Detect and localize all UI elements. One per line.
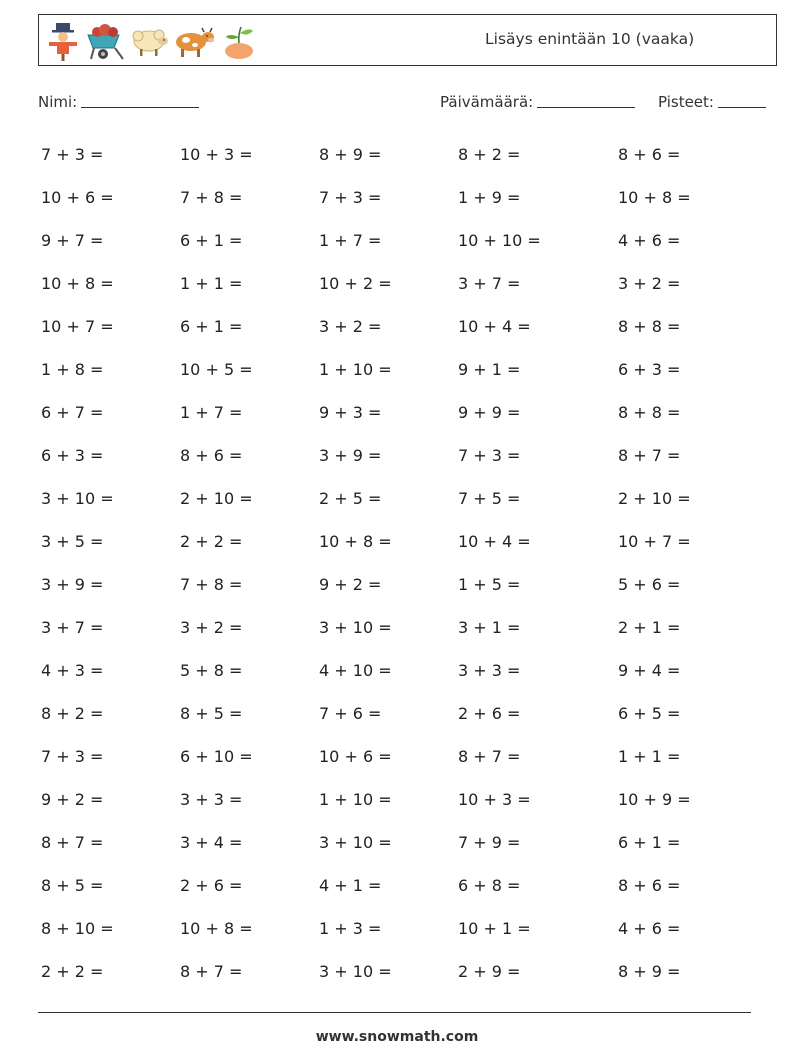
problem-item: 8 + 7 = — [458, 747, 521, 766]
problem-item: 4 + 6 = — [618, 919, 681, 938]
problem-item: 3 + 10 = — [319, 962, 392, 981]
problem-item: 10 + 6 = — [319, 747, 392, 766]
problem-item: 7 + 9 = — [458, 833, 521, 852]
problem-item: 2 + 2 = — [180, 532, 243, 551]
problem-item: 3 + 7 = — [41, 618, 104, 637]
problem-item: 3 + 4 = — [180, 833, 243, 852]
problem-item: 6 + 3 = — [41, 446, 104, 465]
problem-item: 8 + 7 = — [618, 446, 681, 465]
worksheet-header — [38, 14, 777, 66]
problem-item: 8 + 10 = — [41, 919, 114, 938]
problem-item: 8 + 6 = — [180, 446, 243, 465]
problem-item: 6 + 8 = — [458, 876, 521, 895]
problem-item: 10 + 6 = — [41, 188, 114, 207]
problem-item: 3 + 9 = — [319, 446, 382, 465]
problem-item: 10 + 7 = — [41, 317, 114, 336]
score-label: Pisteet: — [658, 93, 714, 111]
problem-item: 3 + 5 = — [41, 532, 104, 551]
problem-item: 10 + 4 = — [458, 532, 531, 551]
problem-item: 8 + 6 = — [618, 876, 681, 895]
problem-item: 3 + 3 = — [458, 661, 521, 680]
problem-item: 9 + 1 = — [458, 360, 521, 379]
scarecrow-icon — [45, 21, 81, 61]
problem-item: 2 + 9 = — [458, 962, 521, 981]
problem-item: 6 + 1 = — [180, 317, 243, 336]
worksheet-title: Lisäys enintään 10 (vaaka) — [485, 30, 695, 48]
date-label: Päivämäärä: — [440, 93, 534, 111]
problem-item: 3 + 10 = — [41, 489, 114, 508]
problem-item: 9 + 2 = — [41, 790, 104, 809]
problem-item: 7 + 3 = — [41, 747, 104, 766]
problem-item: 9 + 7 = — [41, 231, 104, 250]
sheep-icon — [129, 21, 169, 61]
problem-item: 5 + 6 = — [618, 575, 681, 594]
header-icons — [45, 21, 259, 61]
problem-item: 8 + 8 = — [618, 317, 681, 336]
problem-item: 3 + 1 = — [458, 618, 521, 637]
problem-item: 10 + 5 = — [180, 360, 253, 379]
problem-item: 3 + 2 = — [618, 274, 681, 293]
problem-item: 7 + 3 = — [458, 446, 521, 465]
date-field[interactable] — [440, 93, 635, 111]
problem-item: 10 + 8 = — [41, 274, 114, 293]
problem-item: 8 + 5 = — [41, 876, 104, 895]
problem-item: 1 + 1 = — [618, 747, 681, 766]
score-field[interactable] — [658, 93, 766, 111]
problem-item: 1 + 1 = — [180, 274, 243, 293]
problem-item: 4 + 3 = — [41, 661, 104, 680]
problem-item: 10 + 8 = — [319, 532, 392, 551]
problem-item: 1 + 5 = — [458, 575, 521, 594]
problem-item: 8 + 7 = — [41, 833, 104, 852]
problem-item: 4 + 1 = — [319, 876, 382, 895]
problem-item: 8 + 8 = — [618, 403, 681, 422]
problem-item: 7 + 8 = — [180, 188, 243, 207]
problem-item: 1 + 8 = — [41, 360, 104, 379]
problem-item: 2 + 10 = — [618, 489, 691, 508]
problem-item: 2 + 6 = — [458, 704, 521, 723]
problem-item: 8 + 7 = — [180, 962, 243, 981]
problem-item: 7 + 3 = — [41, 145, 104, 164]
problem-item: 10 + 9 = — [618, 790, 691, 809]
name-blank[interactable] — [81, 93, 199, 108]
wheelbarrow-icon — [85, 21, 125, 61]
problem-item: 7 + 5 = — [458, 489, 521, 508]
problem-item: 6 + 5 = — [618, 704, 681, 723]
problem-item: 3 + 2 = — [180, 618, 243, 637]
problem-item: 3 + 2 = — [319, 317, 382, 336]
problem-item: 4 + 10 = — [319, 661, 392, 680]
problem-item: 7 + 6 = — [319, 704, 382, 723]
problem-item: 5 + 8 = — [180, 661, 243, 680]
problem-item: 4 + 6 = — [618, 231, 681, 250]
problem-item: 8 + 9 = — [618, 962, 681, 981]
problem-item: 8 + 6 = — [618, 145, 681, 164]
name-field[interactable] — [38, 93, 199, 111]
problem-item: 3 + 9 = — [41, 575, 104, 594]
problem-item: 10 + 3 = — [458, 790, 531, 809]
problem-item: 2 + 2 = — [41, 962, 104, 981]
problem-item: 2 + 5 = — [319, 489, 382, 508]
problem-item: 10 + 7 = — [618, 532, 691, 551]
problem-item: 1 + 9 = — [458, 188, 521, 207]
problem-item: 9 + 4 = — [618, 661, 681, 680]
problem-item: 6 + 3 = — [618, 360, 681, 379]
name-label: Nimi: — [38, 93, 78, 111]
problem-item: 10 + 2 = — [319, 274, 392, 293]
problem-item: 10 + 10 = — [458, 231, 541, 250]
date-blank[interactable] — [537, 93, 635, 108]
problem-item: 6 + 1 = — [180, 231, 243, 250]
problem-item: 1 + 10 = — [319, 790, 392, 809]
problem-item: 3 + 3 = — [180, 790, 243, 809]
footer-divider — [38, 1012, 751, 1013]
problem-item: 7 + 8 = — [180, 575, 243, 594]
problem-item: 8 + 9 = — [319, 145, 382, 164]
problem-item: 8 + 5 = — [180, 704, 243, 723]
score-blank[interactable] — [718, 93, 766, 108]
problem-item: 6 + 10 = — [180, 747, 253, 766]
problem-item: 10 + 1 = — [458, 919, 531, 938]
problem-item: 3 + 10 = — [319, 833, 392, 852]
problem-item: 3 + 7 = — [458, 274, 521, 293]
problem-item: 8 + 2 = — [458, 145, 521, 164]
footer-site: www.snowmath.com — [315, 1029, 479, 1045]
problem-item: 10 + 3 = — [180, 145, 253, 164]
problem-item: 1 + 7 = — [180, 403, 243, 422]
problem-item: 3 + 10 = — [319, 618, 392, 637]
problem-item: 9 + 3 = — [319, 403, 382, 422]
problem-item: 2 + 1 = — [618, 618, 681, 637]
problem-item: 1 + 7 = — [319, 231, 382, 250]
problem-item: 9 + 9 = — [458, 403, 521, 422]
problem-item: 1 + 3 = — [319, 919, 382, 938]
problem-item: 2 + 6 = — [180, 876, 243, 895]
problem-item: 10 + 8 = — [180, 919, 253, 938]
problem-item: 6 + 1 = — [618, 833, 681, 852]
problem-item: 10 + 4 = — [458, 317, 531, 336]
cow-icon — [173, 21, 215, 61]
problem-item: 6 + 7 = — [41, 403, 104, 422]
problem-item: 8 + 2 = — [41, 704, 104, 723]
problem-item: 1 + 10 = — [319, 360, 392, 379]
peach-sprout-icon — [219, 21, 259, 61]
problem-item: 2 + 10 = — [180, 489, 253, 508]
problem-item: 9 + 2 = — [319, 575, 382, 594]
problem-item: 7 + 3 = — [319, 188, 382, 207]
problem-item: 10 + 8 = — [618, 188, 691, 207]
